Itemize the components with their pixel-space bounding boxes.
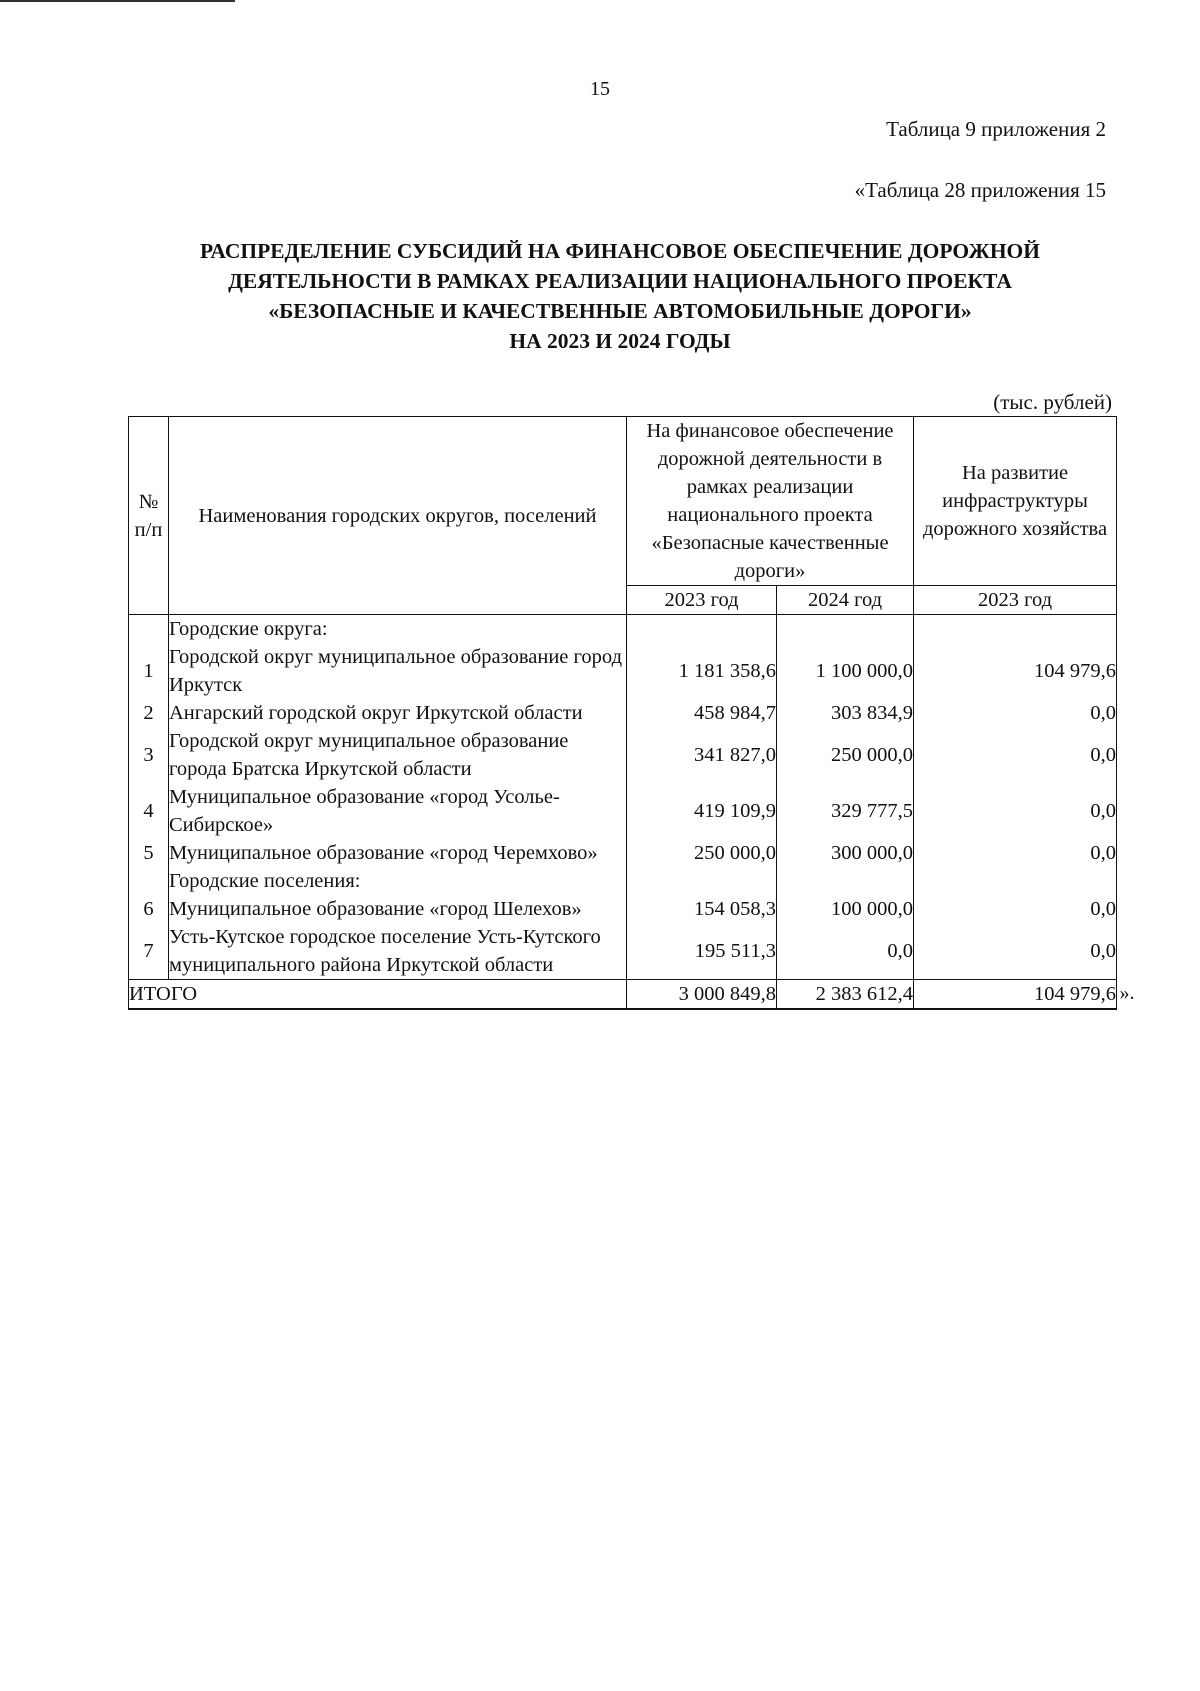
row-value-2023: 154 058,3 xyxy=(627,895,777,923)
table-row xyxy=(129,923,1117,980)
group-label: Городские округа: xyxy=(169,615,627,644)
row-name: Муниципальное образование «город Шелехов» xyxy=(169,895,627,923)
header-development: На развитие инфраструктуры дорожного хозяйства xyxy=(914,417,1117,586)
row-value-2023: 195 511,3 xyxy=(627,923,777,980)
header-name: Наименования городских округов, поселений xyxy=(169,417,627,615)
row-value-2023: 419 109,9 xyxy=(627,783,777,839)
row-value-2024: 329 777,5 xyxy=(777,783,914,839)
units-label: (тыс. рублей) xyxy=(993,390,1112,414)
total-value-2023: 3 000 849,8 xyxy=(627,980,777,1010)
total-value-2024: 2 383 612,4 xyxy=(777,980,914,1010)
row-number: 7 xyxy=(129,923,169,980)
total-row xyxy=(129,980,1117,1010)
row-value-development: 0,0 xyxy=(914,895,1117,923)
row-value-2023: 1 181 358,6 xyxy=(627,643,777,699)
title-line: РАСПРЕДЕЛЕНИЕ СУБСИДИЙ НА ФИНАНСОВОЕ ОБЕСПЕЧЕНИЕ ДОРОЖНОЙ xyxy=(200,239,1040,263)
row-name: Усть-Кутское городское поселение Усть-Кутского муниципального района Иркутской области xyxy=(169,923,627,980)
title-line: НА 2023 И 2024 ГОДЫ xyxy=(509,329,731,353)
row-value-2023: 458 984,7 xyxy=(627,699,777,727)
table-row xyxy=(129,839,1117,867)
table-row xyxy=(129,699,1117,727)
group-row xyxy=(129,867,1117,895)
row-name: Ангарский городской округ Иркутской области xyxy=(169,699,627,727)
title-line: ДЕЯТЕЛЬНОСТИ В РАМКАХ РЕАЛИЗАЦИИ НАЦИОНАЛЬНОГО ПРОЕКТА xyxy=(228,269,1012,293)
title-line: «БЕЗОПАСНЫЕ И КАЧЕСТВЕННЫЕ АВТОМОБИЛЬНЫЕ ДОРОГИ» xyxy=(268,299,972,323)
row-value-development: 104 979,6 xyxy=(914,643,1117,699)
header-financing: На финансовое обеспечение дорожной деятельности в рамках реализации национального проекта «Безопасные качественные дороги» xyxy=(627,417,914,586)
row-value-development: 0,0 xyxy=(914,727,1117,783)
subsidy-table xyxy=(128,416,1117,1010)
table-row xyxy=(129,783,1117,839)
closing-quote: ». xyxy=(1119,981,1135,1004)
row-value-2023: 250 000,0 xyxy=(627,839,777,867)
group-row xyxy=(129,615,1117,644)
row-value-development: 0,0 xyxy=(914,839,1117,867)
row-value-2024: 100 000,0 xyxy=(777,895,914,923)
row-value-2024: 1 100 000,0 xyxy=(777,643,914,699)
row-value-2024: 303 834,9 xyxy=(777,699,914,727)
document-title xyxy=(140,236,1100,356)
row-number: 6 xyxy=(129,895,169,923)
table-row xyxy=(129,895,1117,923)
group-label: Городские поселения: xyxy=(169,867,627,895)
row-number: 2 xyxy=(129,699,169,727)
row-number: 1 xyxy=(129,643,169,699)
header-num: № п/п xyxy=(129,417,169,615)
row-name: Городской округ муниципальное образование город Иркутск xyxy=(169,643,627,699)
table-row xyxy=(129,643,1117,699)
row-value-2023: 341 827,0 xyxy=(627,727,777,783)
table-reference: Таблица 9 приложения 2 xyxy=(886,117,1106,141)
row-number: 5 xyxy=(129,839,169,867)
row-name: Муниципальное образование «город Черемхово» xyxy=(169,839,627,867)
total-label: ИТОГО xyxy=(129,980,627,1010)
row-name: Городской округ муниципальное образование города Братска Иркутской области xyxy=(169,727,627,783)
row-value-development: 0,0 xyxy=(914,923,1117,980)
row-name: Муниципальное образование «город Усолье-Сибирское» xyxy=(169,783,627,839)
scan-artifact-line xyxy=(0,0,235,2)
row-number: 3 xyxy=(129,727,169,783)
total-value-development: 104 979,6 xyxy=(914,980,1117,1010)
row-value-development: 0,0 xyxy=(914,783,1117,839)
table-row xyxy=(129,727,1117,783)
row-value-development: 0,0 xyxy=(914,699,1117,727)
header-year-2023: 2023 год xyxy=(627,586,777,615)
row-value-2024: 300 000,0 xyxy=(777,839,914,867)
page-number: 15 xyxy=(590,78,610,100)
row-number: 4 xyxy=(129,783,169,839)
header-year-2023-development: 2023 год xyxy=(914,586,1117,615)
row-value-2024: 0,0 xyxy=(777,923,914,980)
header-year-2024: 2024 год xyxy=(777,586,914,615)
row-value-2024: 250 000,0 xyxy=(777,727,914,783)
table-reference-original: «Таблица 28 приложения 15 xyxy=(854,178,1106,202)
